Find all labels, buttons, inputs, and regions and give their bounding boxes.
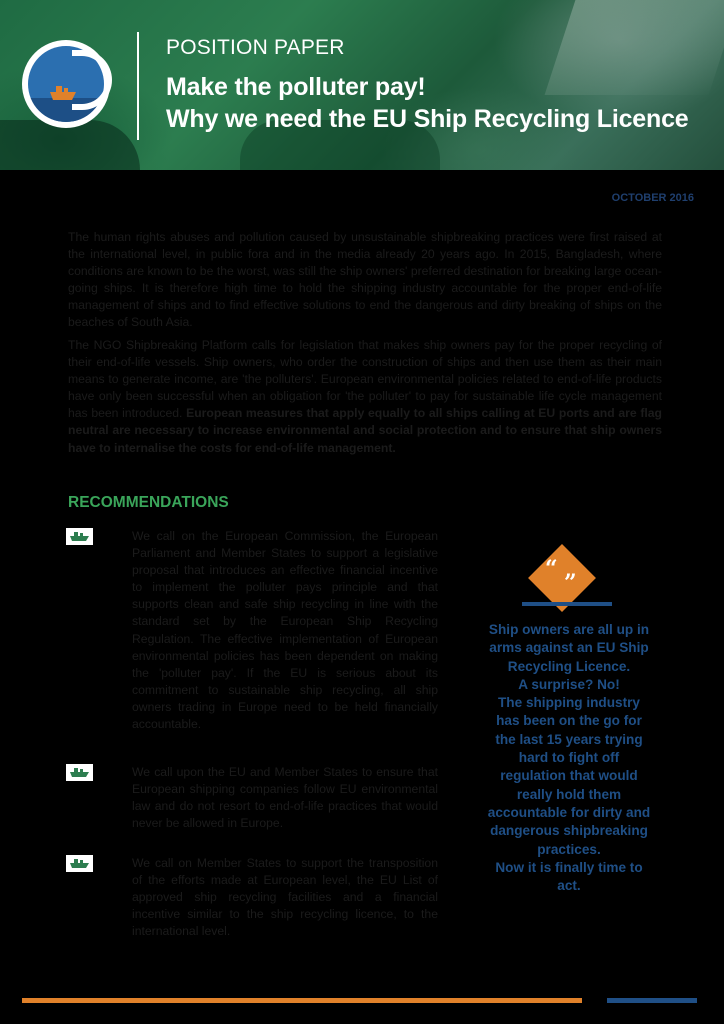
intro-paragraph-emphasis: European measures that apply equally to all ships calling at EU ports and are flag neutral are necessary to increase environmental and social protection and to ensure that ship owners have to internalise the costs for end-of-life management. xyxy=(68,406,662,455)
publication-date: OCTOBER 2016 xyxy=(611,192,694,204)
ship-bullet-icon xyxy=(66,855,93,872)
intro-paragraph: The human rights abuses and pollution caused by unsustainable shipbreaking practices were first raised at the international level, in public fora and in the media already 20 years ago. In 2015, Bangladesh, where conditions are known to be the worst, was still the ship owners' preferred destination for breaking large ocean-going ships. It is therefore high time to hold the shipping industry accountable for the proper end-of-life management of ships and to find effective solutions to end the dangerous and dirty breaking of ships on the beaches of South Asia. xyxy=(68,230,662,330)
ship-bullet-icon xyxy=(66,764,93,781)
pull-quote: Ship owners are all up in arms against an EU Ship Recycling Licence. A surprise? No! The shipping industry has been on the go for the last 15 years trying hard to fight off regulation that would really hold them accountable for dirty and dangerous shipbreaking practices. Now it is finally time to act. xyxy=(487,622,651,894)
footer-accent-bar xyxy=(607,998,697,1003)
recommendation-text: We call upon the EU and Member States to ensure that European shipping companies follow EU environmental law and do not resort to end-of-life practices that would never be allowed in Europe. xyxy=(132,765,438,831)
ship-logo-icon xyxy=(22,40,110,128)
intro-paragraph-text: The NGO Shipbreaking Platform calls for legislation that makes ship owners pay for the proper recycling of their end-of-life vessels. Ship owners, who order the construction of ships and then use them as their main means to generate income, are 'the polluters'. European environmental policies related to end-of-life products have only been successful when an obligation for 'the polluter' to pay for sustainable life cycle management has been introduced. xyxy=(68,338,662,421)
header-texture xyxy=(545,0,724,95)
page-subtitle: Why we need the EU Ship Recycling Licence xyxy=(166,105,689,133)
quote-marks-icon: “ ” xyxy=(545,556,577,596)
recommendations-heading: RECOMMENDATIONS xyxy=(68,494,229,511)
recommendation-text: We call on Member States to support the transposition of the efforts made at European level, the EU List of approved ship recycling facilities and a financial incentive similar to the ship recycling licence, to the international level. xyxy=(132,856,438,939)
ship-bullet-icon xyxy=(66,528,93,545)
recommendation-text: We call on the European Commission, the European Parliament and Member States to support a legislative proposal that introduces an effective financial incentive to implement the polluter pays principle and that supports clean and safe ship recycling in line with the standard set by the European Ship Recycling Regulation. The effective implementation of European environmental policies has been dependent on making the 'polluter pay'. If the EU is serious about its commitment to sustainable ship recycling, all ship owners trading in Europe need to be held financially accountable. xyxy=(132,529,438,732)
header-banner xyxy=(0,0,724,170)
header-divider xyxy=(137,32,139,140)
quote-divider xyxy=(522,602,612,606)
document-type: POSITION PAPER xyxy=(166,36,345,59)
footer-accent-bar xyxy=(22,998,582,1003)
page-title: Make the polluter pay! xyxy=(166,73,426,101)
intro-paragraph xyxy=(68,337,662,457)
